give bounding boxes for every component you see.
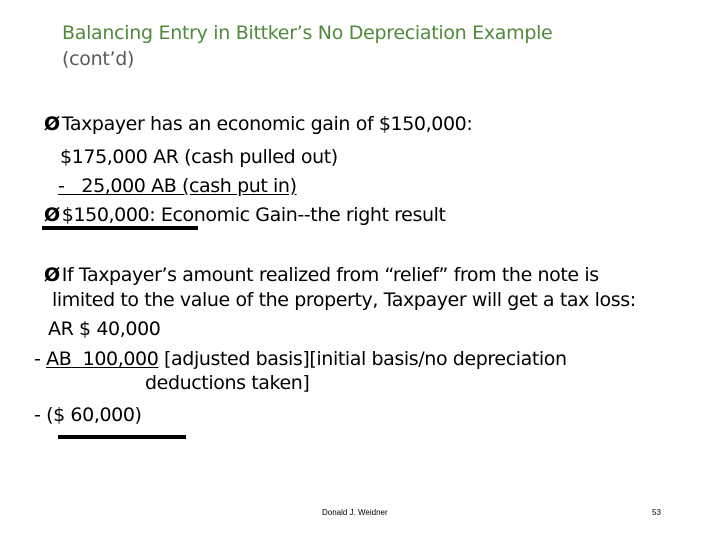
tax-loss-result: - ($ 60,000): [34, 404, 142, 426]
bullet-result: [44, 203, 446, 227]
footer-author: Donald J. Weidner: [322, 508, 388, 517]
arrow-bullet-icon: Ø: [44, 204, 60, 226]
ab-100000-note-line2: deductions taken]: [145, 372, 310, 394]
bullet-economic-gain-text: Taxpayer has an economic gain of $150,000:: [61, 113, 473, 135]
arrow-bullet-icon: Ø: [44, 264, 60, 286]
bullet-economic-gain: [44, 112, 472, 136]
bullet-tax-loss: [44, 263, 599, 287]
tax-loss-underline-rule: [58, 435, 186, 439]
footer-page-number: 53: [652, 508, 661, 517]
ar-line: $175,000 AR (cash pulled out): [60, 146, 338, 168]
ab-100000-value: 100,000: [82, 348, 159, 370]
ab-100000-line: [34, 347, 567, 371]
ab-100000-prefix: -: [34, 348, 41, 370]
slide-title-main: Balancing Entry in Bittker’s No Depreciation Example: [62, 22, 553, 44]
arrow-bullet-icon: Ø: [44, 113, 60, 135]
result-underline-rule: [42, 226, 198, 230]
bullet-tax-loss-line2: limited to the value of the property, Taxpayer will get a tax loss:: [52, 289, 636, 311]
ab-100000-label: AB: [46, 348, 72, 370]
ab-line: [58, 174, 297, 198]
bullet-tax-loss-line1: If Taxpayer’s amount realized from “relief” from the note is: [61, 264, 599, 286]
ab-line-text: 25,000 AB (cash put in): [81, 175, 297, 197]
ab-100000-note: [adjusted basis][initial basis/no depreciation: [164, 348, 567, 370]
ar-40000-line: AR $ 40,000: [48, 318, 161, 340]
ab-line-prefix: -: [58, 175, 65, 197]
slide-title-sub: (cont’d): [62, 48, 135, 70]
bullet-result-text: $150,000: Economic Gain--the right result: [61, 204, 446, 226]
